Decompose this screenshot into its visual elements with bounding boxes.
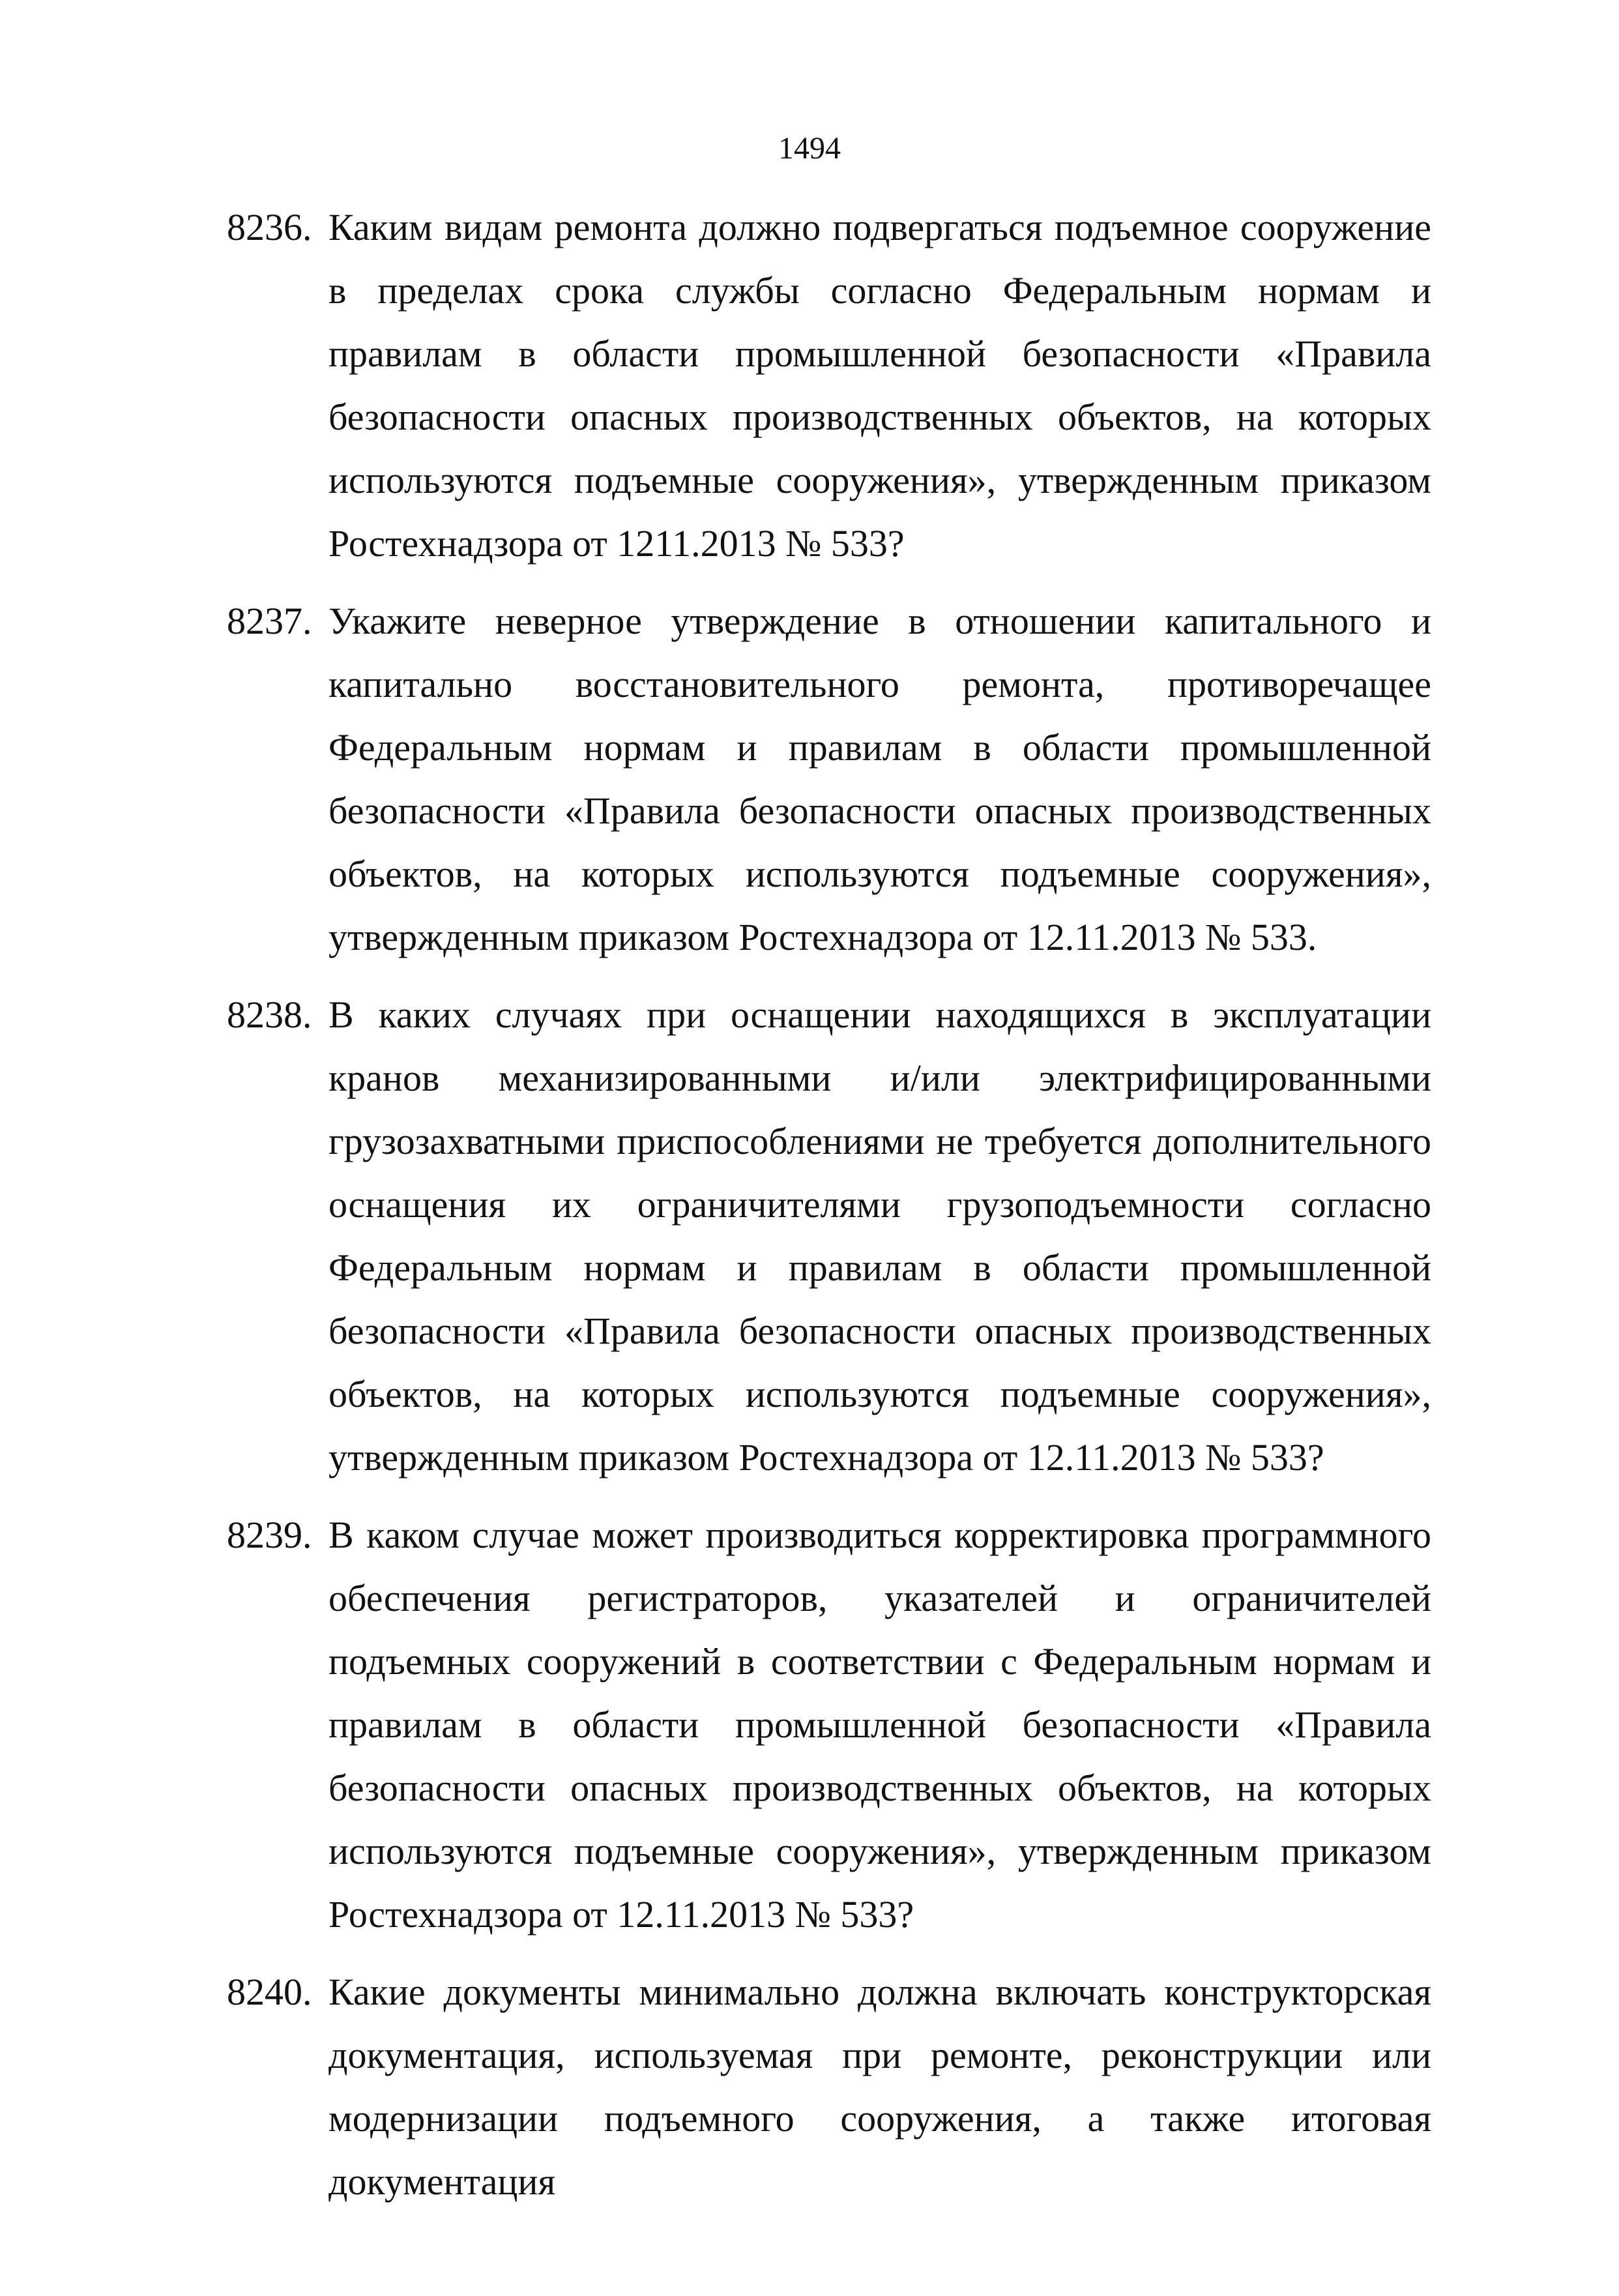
question-text: Какие документы минимально должна включать конструкторская документация, используемая при ремонте, реконструкции или модернизации подъемного сооружения, а также итоговая документация [328,1971,1431,2203]
question-text: В каких случаях при оснащении находящихся в эксплуатации кранов механизированными и/или электрифицированными грузозахватными приспособлениями не требуется дополнительного оснащения их ограничителями грузоподъемности согласно Федеральным нормам и правилам в области промышленной безопасности «Правила безопасности опасных производственных объектов, на которых используются подъемные сооружения», утвержденным приказом Ростехнадзора от 12.11.2013 № 533? [328,993,1431,1479]
question-item [227,589,1431,969]
question-number: 8239. [227,1514,312,1556]
question-number: 8240. [227,1971,312,2013]
question-number: 8238. [227,993,312,1036]
question-number: 8237. [227,600,312,642]
question-item [227,1960,1431,2213]
page-number: 1494 [778,131,841,166]
question-text: Укажите неверное утверждение в отношении капитального и капитально восстановительного ремонта, противоречащее Федеральным нормам и правилам в области промышленной безопасности «Правила безопасности опасных производственных объектов, на которых используются подъемные сооружения», утвержденным приказом Ростехнадзора от 12.11.2013 № 533. [328,600,1431,958]
question-list [227,196,1431,2228]
question-number: 8236. [227,206,312,248]
question-text: В каком случае может производиться корректировка программного обеспечения регистраторов, указателей и ограничителей подъемных сооружений в соответствии с Федеральным нормам и правилам в области промышленной безопасности «Правила безопасности опасных производственных объектов, на которых используются подъемные сооружения», утвержденным приказом Ростехнадзора от 12.11.2013 № 533? [328,1514,1431,1935]
question-item [227,196,1431,575]
question-item [227,1503,1431,1946]
question-item [227,983,1431,1489]
question-text: Каким видам ремонта должно подвергаться подъемное сооружение в пределах срока службы согласно Федеральным нормам и правилам в области промышленной безопасности «Правила безопасности опасных производственных объектов, на которых используются подъемные сооружения», утвержденным приказом Ростехнадзора от 1211.2013 № 533? [328,206,1431,565]
